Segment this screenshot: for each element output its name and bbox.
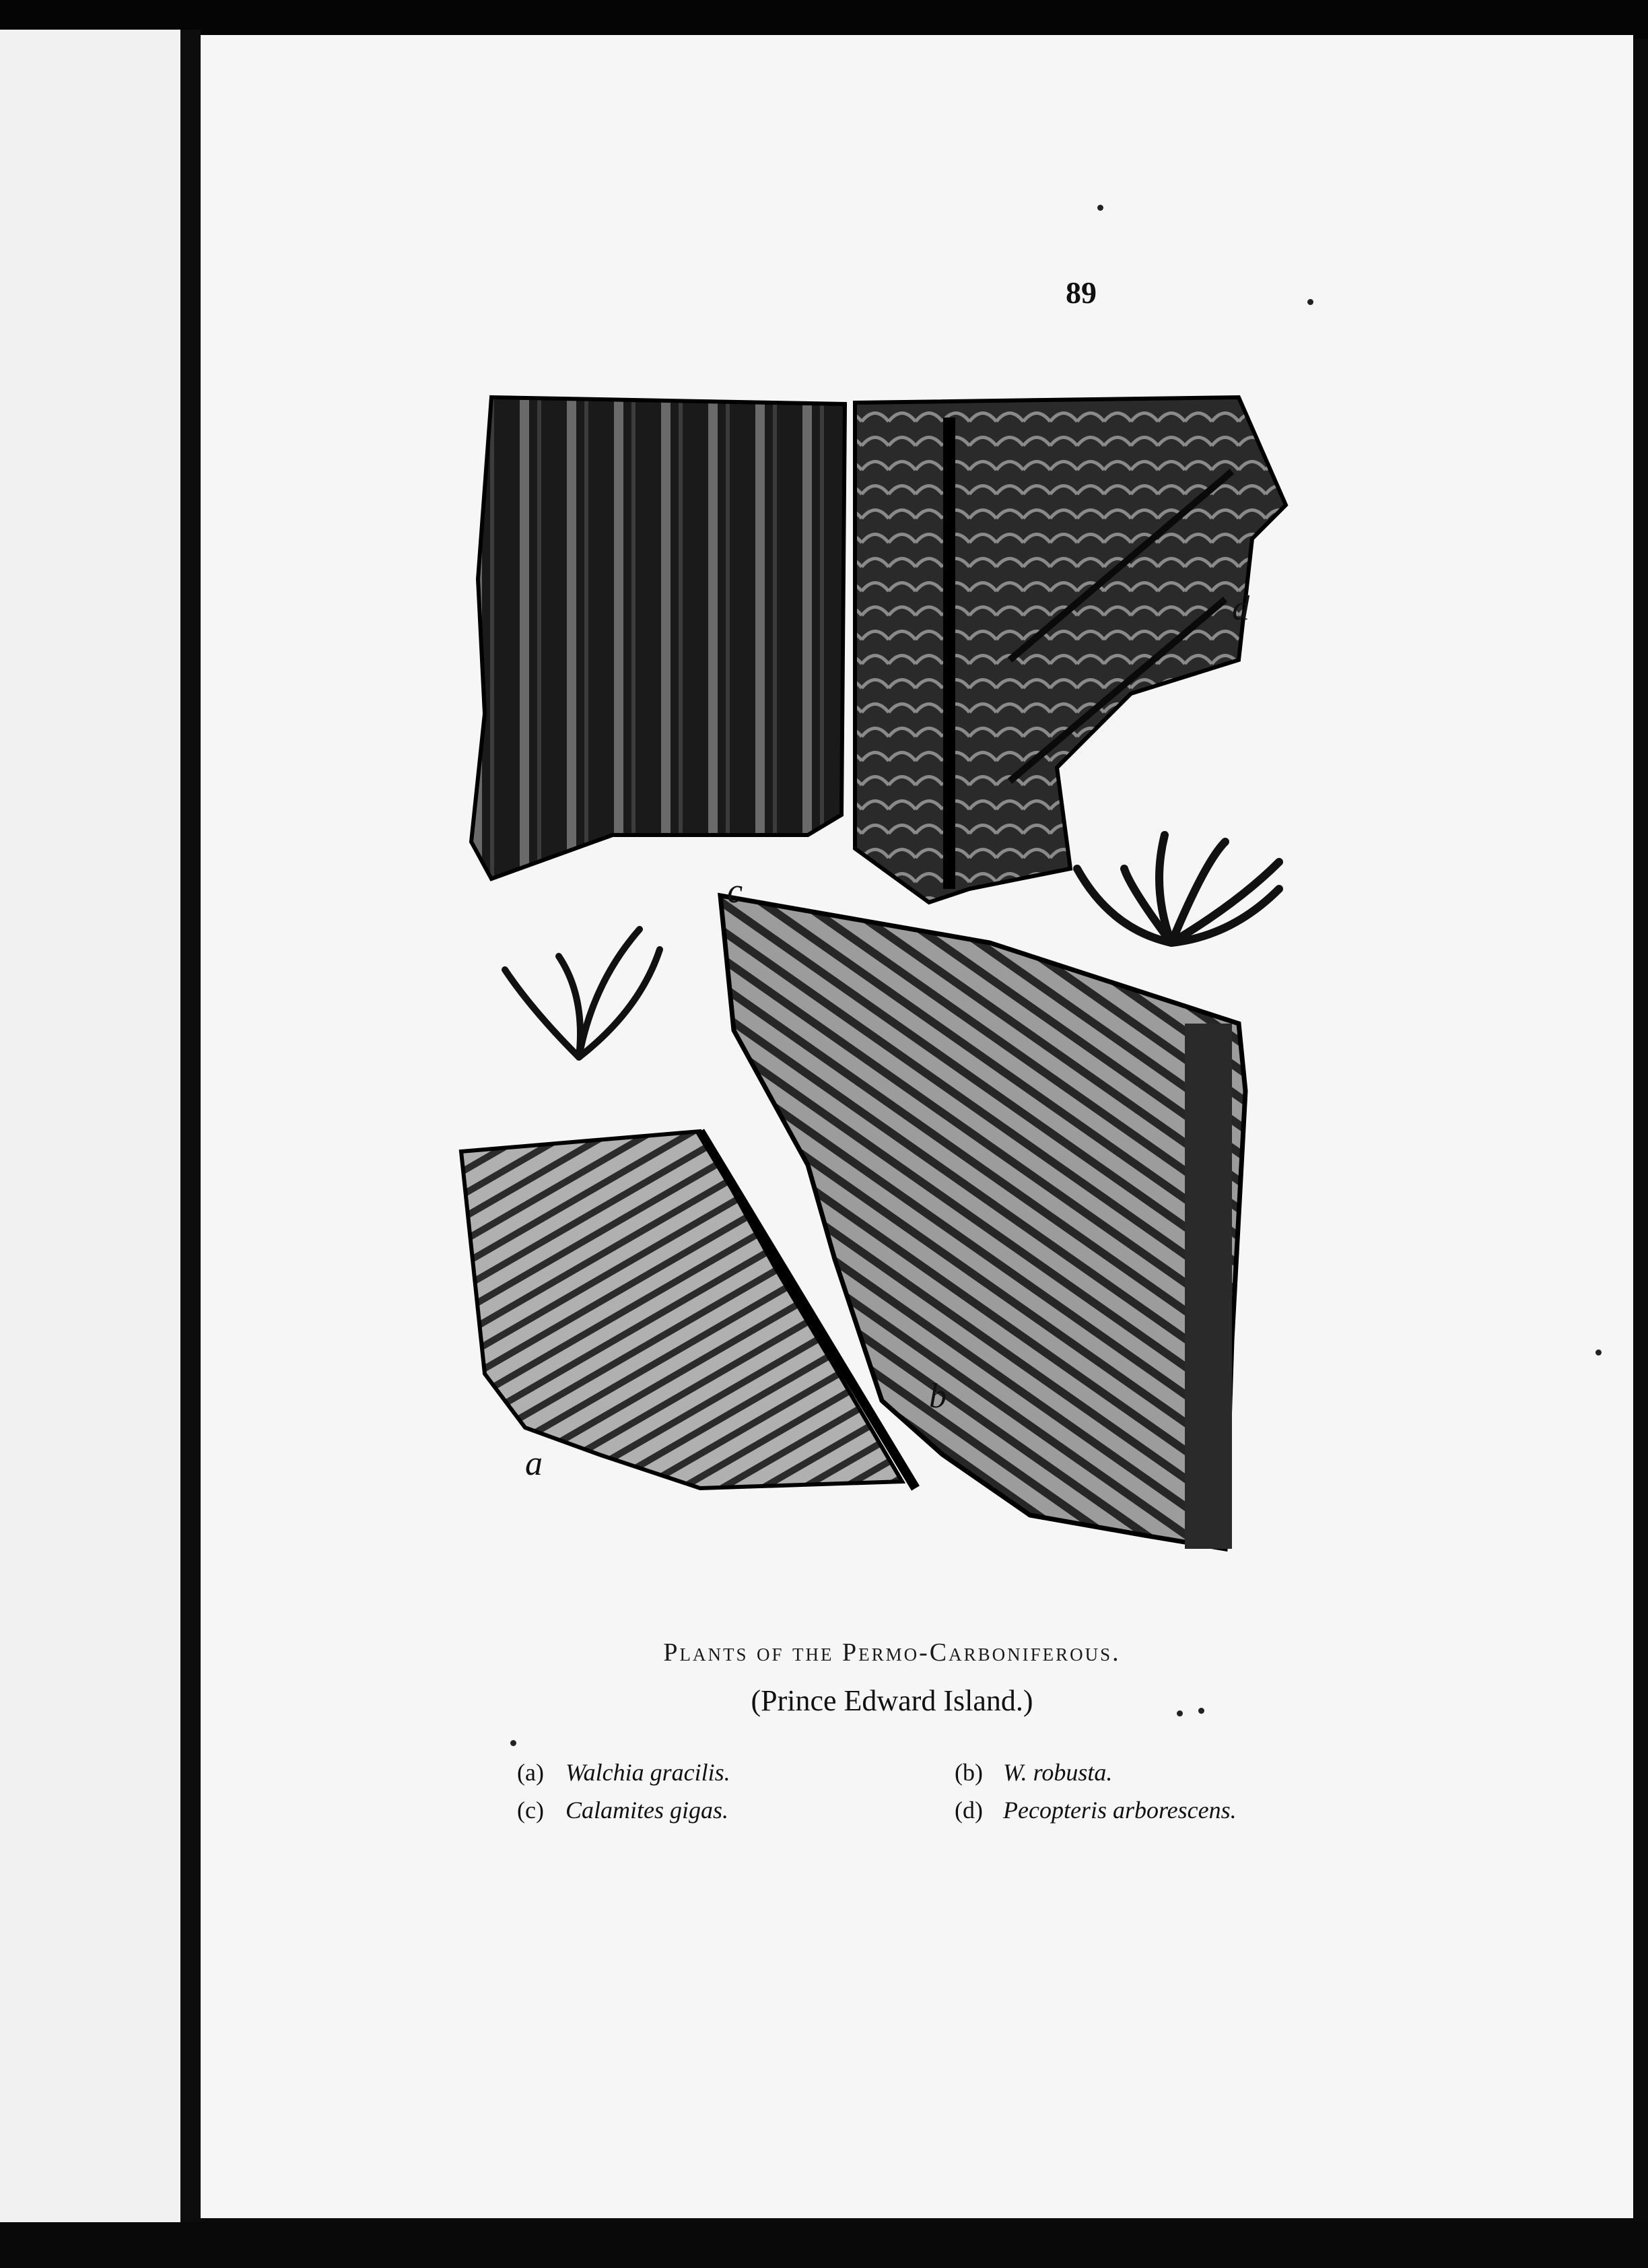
scan-speck (510, 1740, 516, 1746)
fossil-shoot-right (1077, 835, 1279, 943)
legend-item-b (955, 1754, 1237, 1791)
legend-key: (c) (517, 1797, 544, 1824)
legend-column-right (955, 1754, 1237, 1829)
scan-speck (1097, 205, 1103, 211)
scan-speck (1595, 1349, 1602, 1356)
legend-item-c (517, 1791, 730, 1829)
legend-key: (a) (517, 1759, 544, 1786)
fossil-c-calamites (471, 397, 845, 879)
fossil-d-pecopteris (855, 397, 1286, 902)
legend-name: Pecopteris arborescens. (1003, 1797, 1237, 1824)
plate-letter-d: d (1232, 589, 1249, 628)
legend-key: (b) (955, 1759, 983, 1786)
scan-border-top (0, 0, 1648, 39)
legend-item-a (517, 1754, 730, 1791)
scan-speck (1307, 299, 1313, 305)
fossil-shoot-left (505, 929, 660, 1057)
legend-item-d (955, 1791, 1237, 1829)
fossil-plate-illustration (458, 377, 1306, 1562)
book-gutter (180, 30, 201, 2232)
facing-page-left (0, 30, 180, 2225)
scan-border-bottom (0, 2222, 1648, 2268)
scan-speck (1198, 1708, 1204, 1714)
legend-name: W. robusta. (1003, 1759, 1113, 1786)
legend-key: (d) (955, 1797, 983, 1824)
scan-speck (1177, 1710, 1183, 1716)
plate-letter-a: a (525, 1444, 543, 1483)
plate-caption-title: Plants of the Permo-Carboniferous. (663, 1638, 1121, 1667)
legend-name: Walchia gracilis. (565, 1759, 730, 1786)
page-number: 89 (1066, 275, 1097, 310)
plate-caption-subtitle: (Prince Edward Island.) (751, 1684, 1033, 1717)
plate-letter-b: b (929, 1377, 947, 1415)
plate-letter-c: c (727, 872, 743, 910)
legend-name: Calamites gigas. (565, 1797, 729, 1824)
legend-column-left (517, 1754, 730, 1829)
